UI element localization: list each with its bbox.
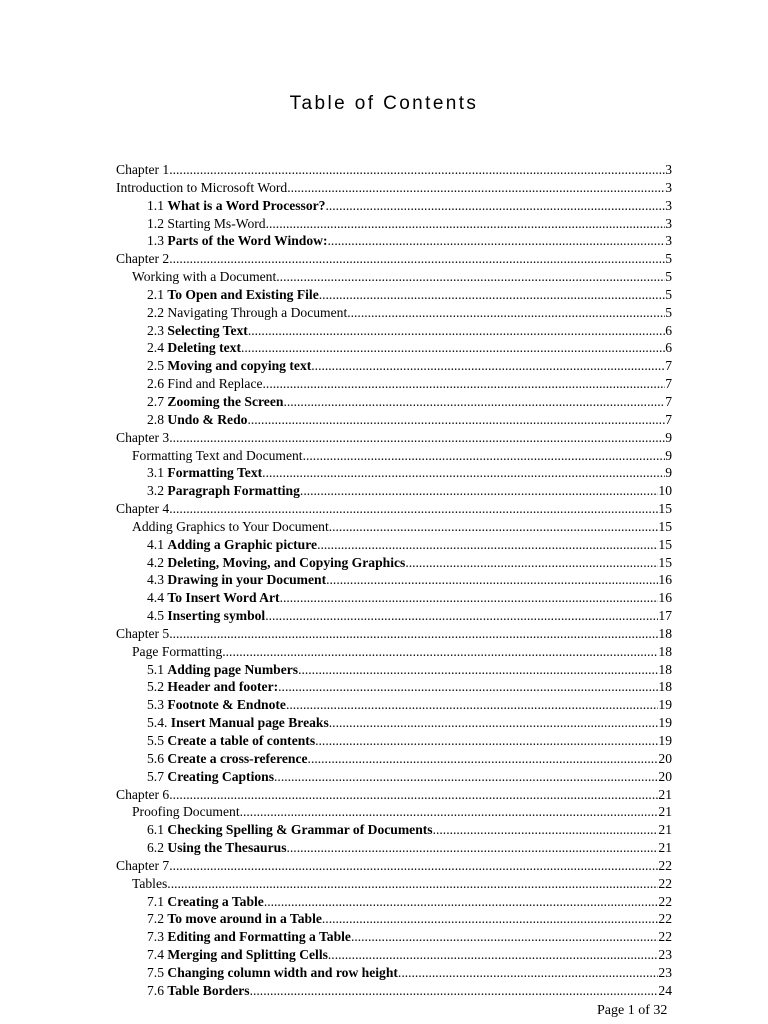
toc-entry[interactable] bbox=[116, 643, 672, 661]
toc-entry[interactable] bbox=[116, 411, 672, 429]
dot-leader bbox=[329, 518, 659, 536]
dot-leader bbox=[169, 161, 665, 179]
toc-entry-number: 7.4 bbox=[147, 947, 168, 963]
dot-leader bbox=[169, 625, 658, 643]
toc-entry-page: 23 bbox=[658, 947, 672, 963]
toc-entry-number: 2.8 bbox=[147, 411, 168, 427]
toc-entry[interactable] bbox=[116, 839, 672, 857]
dot-leader bbox=[322, 910, 659, 928]
toc-entry-page: 22 bbox=[658, 875, 672, 891]
toc-entry-title: Formatting Text bbox=[167, 465, 263, 481]
toc-entry-number: 2.7 bbox=[147, 393, 168, 409]
toc-entry[interactable] bbox=[116, 357, 672, 375]
toc-entry[interactable] bbox=[116, 268, 672, 286]
toc-entry-title: Paragraph Formatting bbox=[167, 483, 300, 499]
toc-entry[interactable] bbox=[116, 625, 672, 643]
dot-leader bbox=[276, 268, 665, 286]
toc-entry-number: 7.5 bbox=[147, 964, 168, 980]
toc-entry-title: Table Borders bbox=[167, 982, 250, 998]
toc-entry[interactable] bbox=[116, 589, 672, 607]
toc-entry-number: 2.5 bbox=[147, 358, 168, 374]
toc-entry-title: Creating a Table bbox=[167, 893, 264, 909]
toc-entry-title: Formatting Text and Document bbox=[132, 447, 303, 463]
toc-entry-label bbox=[147, 910, 322, 928]
toc-entry[interactable] bbox=[116, 375, 672, 393]
toc-entry-title: To Open and Existing File bbox=[167, 286, 319, 302]
dot-leader bbox=[311, 357, 665, 375]
toc-entry-number: 5.4. bbox=[147, 715, 171, 731]
toc-entry[interactable] bbox=[116, 607, 672, 625]
toc-entry-label bbox=[147, 411, 247, 429]
toc-entry[interactable] bbox=[116, 304, 672, 322]
toc-entry-title: Deleting, Moving, and Copying Graphics bbox=[167, 554, 406, 570]
toc-entry-title: To Insert Word Art bbox=[167, 590, 280, 606]
toc-entry-number: 1.1 bbox=[147, 197, 168, 213]
toc-entry-title: Selecting Text bbox=[167, 322, 248, 338]
toc-entry-title: Drawing in your Document bbox=[167, 572, 327, 588]
toc-entry-title: Footnote & Endnote bbox=[167, 697, 286, 713]
dot-leader bbox=[169, 857, 658, 875]
toc-entry-title: Navigating Through a Document bbox=[167, 304, 348, 320]
toc-entry-title: Adding a Graphic picture bbox=[167, 536, 318, 552]
toc-entry-label bbox=[132, 803, 240, 821]
toc-entry-label bbox=[147, 536, 317, 554]
toc-entry-label bbox=[132, 447, 303, 465]
toc-entry-page: 9 bbox=[665, 429, 672, 445]
dot-leader bbox=[169, 500, 658, 518]
toc-entry[interactable] bbox=[116, 821, 672, 839]
toc-entry-page: 3 bbox=[665, 197, 672, 213]
dot-leader bbox=[263, 375, 666, 393]
toc-entry[interactable] bbox=[116, 500, 672, 518]
toc-entry-label bbox=[116, 500, 169, 518]
toc-entry-page: 3 bbox=[665, 162, 672, 177]
toc-entry-label bbox=[147, 304, 347, 322]
toc-entry-title: Introduction to Microsoft Word bbox=[116, 179, 288, 195]
toc-entry-page: 3 bbox=[665, 179, 672, 195]
dot-leader bbox=[433, 821, 659, 839]
toc-entry-page: 19 bbox=[658, 733, 672, 748]
toc-entry-page: 9 bbox=[665, 465, 672, 481]
dot-leader bbox=[315, 732, 658, 750]
toc-entry-label bbox=[147, 839, 287, 857]
dot-leader bbox=[328, 232, 666, 250]
toc-entry-label bbox=[147, 714, 329, 732]
toc-entry-page: 18 bbox=[658, 661, 672, 677]
toc-entry-title: Merging and Splitting Cells bbox=[167, 947, 328, 963]
toc-entry-title: Undo & Redo bbox=[167, 411, 248, 427]
toc-entry-label bbox=[147, 375, 263, 393]
toc-entry[interactable] bbox=[116, 447, 672, 465]
toc-entry-page: 7 bbox=[665, 376, 672, 392]
toc-entry-title: What is a Word Processor? bbox=[167, 197, 326, 213]
page-footer: Page 1 of 32 bbox=[597, 1003, 668, 1018]
toc-entry[interactable] bbox=[116, 982, 672, 1000]
toc-entry-page: 18 bbox=[658, 625, 672, 641]
toc-entry-page: 21 bbox=[658, 822, 672, 838]
toc-entry-title: Using the Thesaurus bbox=[167, 840, 287, 856]
toc-entry-number: 4.5 bbox=[147, 608, 168, 624]
toc-entry-title: Create a cross-reference bbox=[167, 750, 308, 766]
toc-entry-page: 5 bbox=[665, 269, 672, 285]
toc-entry-page: 17 bbox=[658, 608, 672, 624]
dot-leader bbox=[274, 768, 658, 786]
toc-entry[interactable] bbox=[116, 339, 672, 357]
toc-entry-page: 3 bbox=[665, 215, 672, 231]
toc-entry-label bbox=[147, 286, 319, 304]
toc-entry-label bbox=[116, 179, 287, 197]
dot-leader bbox=[326, 571, 658, 589]
toc-entry-label bbox=[147, 946, 328, 964]
dot-leader bbox=[222, 643, 658, 661]
dot-leader bbox=[266, 215, 666, 233]
toc-entry-number: 2.1 bbox=[147, 286, 168, 302]
toc-entry[interactable] bbox=[116, 768, 672, 786]
toc-entry-number: 4.3 bbox=[147, 572, 168, 588]
toc-entry-page: 7 bbox=[665, 393, 672, 409]
dot-leader bbox=[308, 750, 659, 768]
dot-leader bbox=[325, 197, 665, 215]
toc-entry-label bbox=[116, 161, 169, 179]
toc-entry-page: 22 bbox=[658, 893, 672, 909]
toc-entry-number: 4.4 bbox=[147, 590, 168, 606]
toc-entry-number: 7.1 bbox=[147, 893, 168, 909]
toc-entry-number: 5.3 bbox=[147, 697, 168, 713]
toc-entry-page: 5 bbox=[665, 251, 672, 267]
toc-entry[interactable] bbox=[116, 857, 672, 875]
toc-entry-label bbox=[116, 250, 169, 268]
toc-entry-title: Chapter 7 bbox=[116, 857, 170, 873]
toc-entry-label bbox=[132, 875, 167, 893]
toc-entry-title: Zooming the Screen bbox=[167, 393, 284, 409]
toc-entry[interactable] bbox=[116, 286, 672, 304]
toc-entry-title: Chapter 4 bbox=[116, 501, 170, 517]
toc-entry[interactable] bbox=[116, 464, 672, 482]
toc-entry-label bbox=[132, 643, 222, 661]
toc-entry-page: 22 bbox=[658, 857, 672, 873]
toc-entry-page: 21 bbox=[658, 786, 672, 802]
toc-entry-page: 7 bbox=[665, 411, 672, 427]
dot-leader bbox=[351, 928, 658, 946]
toc-entry-number: 4.1 bbox=[147, 536, 168, 552]
toc-entry-label bbox=[147, 928, 351, 946]
toc-entry-label bbox=[147, 197, 325, 215]
toc-entry-title: Chapter 6 bbox=[116, 786, 170, 802]
toc-entry-number: 1.3 bbox=[147, 233, 168, 249]
dot-leader bbox=[287, 179, 665, 197]
toc-entry[interactable] bbox=[116, 678, 672, 696]
toc-entry-label bbox=[147, 464, 262, 482]
dot-leader bbox=[167, 875, 658, 893]
toc-entry-number: 3.1 bbox=[147, 465, 168, 481]
toc-entry-page: 16 bbox=[658, 590, 672, 606]
toc-entry[interactable] bbox=[116, 322, 672, 340]
toc-entry-number: 2.3 bbox=[147, 322, 168, 338]
page-title: Table of Contents bbox=[289, 93, 479, 114]
dot-leader bbox=[298, 661, 658, 679]
toc-entry-page: 21 bbox=[658, 804, 672, 820]
dot-leader bbox=[328, 946, 659, 964]
dot-leader bbox=[169, 786, 658, 804]
toc-entry-number: 6.2 bbox=[147, 840, 168, 856]
toc-entry-label bbox=[147, 322, 248, 340]
toc-entry-label bbox=[147, 339, 241, 357]
toc-entry-title: Find and Replace bbox=[167, 376, 263, 392]
toc-entry-title: Chapter 2 bbox=[116, 251, 170, 267]
toc-entry-page: 20 bbox=[658, 750, 672, 766]
toc-entry[interactable] bbox=[116, 893, 672, 911]
toc-entry-label bbox=[116, 857, 169, 875]
dot-leader bbox=[347, 304, 665, 322]
toc-entry[interactable] bbox=[116, 750, 672, 768]
toc-entry-page: 6 bbox=[665, 322, 672, 338]
dot-leader bbox=[287, 839, 659, 857]
toc-entry-page: 18 bbox=[658, 679, 672, 695]
toc-entry-title: Deleting text bbox=[167, 340, 241, 356]
toc-entry-label bbox=[147, 232, 328, 250]
toc-entry-page: 6 bbox=[665, 340, 672, 356]
toc-entry-title: Create a table of contents bbox=[167, 733, 316, 748]
toc-entry[interactable] bbox=[116, 732, 672, 750]
toc-entry[interactable] bbox=[116, 928, 672, 946]
toc-entry-page: 15 bbox=[658, 518, 672, 534]
toc-entry-number: 7.3 bbox=[147, 929, 168, 945]
toc-entry-number: 5.5 bbox=[147, 733, 168, 748]
dot-leader bbox=[262, 464, 665, 482]
toc-entry-number: 1.2 bbox=[147, 215, 168, 231]
toc-entry-title: Working with a Document bbox=[132, 269, 277, 285]
toc-entry-page: 10 bbox=[658, 483, 672, 499]
toc-entry-page: 16 bbox=[658, 572, 672, 588]
dot-leader bbox=[264, 893, 659, 911]
toc-entry-page: 20 bbox=[658, 768, 672, 784]
toc-entry-title: Adding Graphics to Your Document bbox=[132, 518, 329, 534]
toc-entry[interactable] bbox=[116, 161, 672, 179]
dot-leader bbox=[247, 411, 665, 429]
dot-leader bbox=[248, 322, 665, 340]
toc-entry[interactable] bbox=[116, 554, 672, 572]
toc-entry-label bbox=[147, 571, 326, 589]
toc-entry-label bbox=[132, 518, 329, 536]
toc-entry-title: Starting Ms-Word bbox=[167, 215, 266, 231]
toc-entry-label bbox=[116, 625, 169, 643]
dot-leader bbox=[278, 678, 658, 696]
toc-entry-title: Chapter 5 bbox=[116, 625, 170, 641]
toc-entry-page: 15 bbox=[658, 501, 672, 517]
toc-entry-label bbox=[116, 429, 169, 447]
toc-entry-page: 5 bbox=[665, 304, 672, 320]
toc-entry[interactable] bbox=[116, 571, 672, 589]
toc-entry[interactable] bbox=[116, 393, 672, 411]
toc-entry-title: Changing column width and row height bbox=[167, 964, 398, 980]
toc-entry-label bbox=[116, 786, 169, 804]
toc-entry[interactable] bbox=[116, 536, 672, 554]
toc-entry-page: 5 bbox=[665, 286, 672, 302]
toc-entry[interactable] bbox=[116, 215, 672, 233]
toc-entry-number: 2.4 bbox=[147, 340, 168, 356]
dot-leader bbox=[169, 250, 665, 268]
toc-entry-label bbox=[147, 732, 315, 750]
toc-entry-page: 19 bbox=[658, 697, 672, 713]
toc-entry-page: 15 bbox=[658, 536, 672, 552]
toc-entry-title: Moving and copying text bbox=[167, 358, 312, 374]
toc-entry-page: 18 bbox=[658, 643, 672, 659]
toc-entry-page: 9 bbox=[665, 447, 672, 463]
toc-entry[interactable] bbox=[116, 946, 672, 964]
toc-entry[interactable] bbox=[116, 518, 672, 536]
dot-leader bbox=[300, 482, 658, 500]
toc-entry-title: Adding page Numbers bbox=[167, 661, 299, 677]
toc-entry-label bbox=[147, 215, 266, 233]
toc-entry-label bbox=[147, 964, 398, 982]
toc-entry-page: 3 bbox=[665, 233, 672, 249]
toc-entry-page: 19 bbox=[658, 715, 672, 731]
dot-leader bbox=[405, 554, 658, 572]
toc-entry[interactable] bbox=[116, 250, 672, 268]
toc-entry-title: Creating Captions bbox=[167, 768, 275, 784]
toc-entry-title: Checking Spelling & Grammar of Documents bbox=[167, 822, 433, 838]
toc-entry-number: 4.2 bbox=[147, 554, 168, 570]
toc-entry[interactable] bbox=[116, 875, 672, 893]
toc-entry-number: 7.2 bbox=[147, 911, 168, 927]
toc-entry-page: 23 bbox=[658, 964, 672, 980]
dot-leader bbox=[317, 536, 658, 554]
toc-entry[interactable] bbox=[116, 429, 672, 447]
dot-leader bbox=[240, 803, 659, 821]
toc-entry[interactable] bbox=[116, 179, 672, 197]
toc-entry-number: 5.7 bbox=[147, 768, 168, 784]
dot-leader bbox=[280, 589, 659, 607]
toc-entry-number: 5.6 bbox=[147, 750, 168, 766]
table-of-contents bbox=[116, 161, 672, 1000]
toc-entry[interactable] bbox=[116, 714, 672, 732]
toc-entry[interactable] bbox=[116, 661, 672, 679]
toc-entry-label bbox=[147, 982, 250, 1000]
toc-entry-title: Proofing Document bbox=[132, 804, 240, 820]
toc-entry-number: 5.1 bbox=[147, 661, 168, 677]
toc-entry-label bbox=[147, 696, 286, 714]
toc-entry[interactable] bbox=[116, 197, 672, 215]
toc-entry-number: 5.2 bbox=[147, 679, 168, 695]
toc-entry-title: Insert Manual page Breaks bbox=[170, 715, 329, 731]
dot-leader bbox=[265, 607, 658, 625]
toc-entry-label bbox=[147, 768, 274, 786]
toc-entry-number: 2.6 bbox=[147, 376, 168, 392]
toc-entry-title: Parts of the Word Window: bbox=[167, 233, 328, 249]
dot-leader bbox=[286, 696, 658, 714]
toc-entry[interactable] bbox=[116, 964, 672, 982]
toc-entry-label bbox=[147, 589, 280, 607]
toc-entry-page: 15 bbox=[658, 554, 672, 570]
toc-entry[interactable] bbox=[116, 803, 672, 821]
toc-entry-title: Page Formatting bbox=[132, 643, 223, 659]
toc-entry-number: 2.2 bbox=[147, 304, 168, 320]
toc-entry-label bbox=[147, 554, 405, 572]
toc-entry[interactable] bbox=[116, 482, 672, 500]
toc-entry-label bbox=[147, 678, 278, 696]
toc-entry-label bbox=[147, 750, 308, 768]
dot-leader bbox=[283, 393, 665, 411]
toc-entry-title: Editing and Formatting a Table bbox=[167, 929, 351, 945]
toc-entry-label bbox=[132, 268, 276, 286]
toc-entry-label bbox=[147, 393, 283, 411]
toc-entry-page: 22 bbox=[658, 929, 672, 945]
toc-entry-page: 21 bbox=[658, 840, 672, 856]
toc-entry-page: 22 bbox=[658, 911, 672, 927]
dot-leader bbox=[241, 339, 665, 357]
toc-entry-number: 3.2 bbox=[147, 483, 168, 499]
toc-entry-label bbox=[147, 357, 311, 375]
toc-entry[interactable] bbox=[116, 696, 672, 714]
toc-entry-title: To move around in a Table bbox=[167, 911, 322, 927]
toc-entry[interactable] bbox=[116, 786, 672, 804]
toc-entry-title: Chapter 3 bbox=[116, 429, 170, 445]
toc-entry-page: 24 bbox=[658, 982, 672, 998]
toc-entry-label bbox=[147, 607, 265, 625]
toc-entry-label bbox=[147, 821, 433, 839]
dot-leader bbox=[250, 982, 659, 1000]
dot-leader bbox=[329, 714, 659, 732]
toc-entry-number: 7.6 bbox=[147, 982, 168, 998]
dot-leader bbox=[319, 286, 665, 304]
toc-entry-title: Chapter 1 bbox=[116, 162, 170, 177]
toc-entry[interactable] bbox=[116, 232, 672, 250]
toc-entry-label bbox=[147, 661, 298, 679]
toc-entry-label bbox=[147, 893, 264, 911]
toc-entry[interactable] bbox=[116, 910, 672, 928]
toc-entry-label bbox=[147, 482, 300, 500]
toc-entry-title: Header and footer: bbox=[167, 679, 279, 695]
toc-entry-number: 6.1 bbox=[147, 822, 168, 838]
toc-entry-title: Tables bbox=[132, 875, 168, 891]
dot-leader bbox=[169, 429, 665, 447]
dot-leader bbox=[303, 447, 666, 465]
toc-entry-page: 7 bbox=[665, 358, 672, 374]
toc-entry-title: Inserting symbol bbox=[167, 608, 266, 624]
dot-leader bbox=[398, 964, 658, 982]
